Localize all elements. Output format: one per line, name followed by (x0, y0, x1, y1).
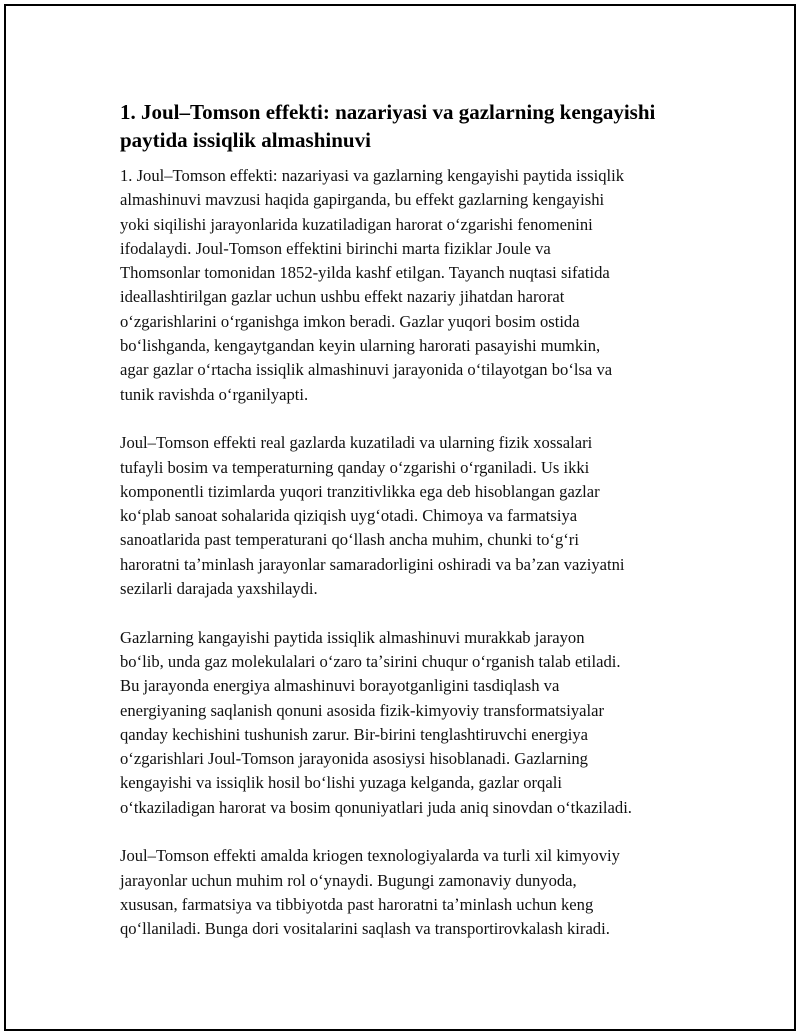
paragraph-4: Joul–Tomson effekti amalda kriogen texnologiyalarda va turli xil kimyoviy jarayonlar uchun muhim rol oʻynaydi. Bugungi zamonaviy dunyoda, xususan, farmatsiya va tibbiyotda past haroratni taʼminlash uchun keng qoʻllaniladi. Bunga dori vositalarini saqlash va transportirovkalash kiradi. (120, 846, 620, 939)
paragraph-2: Joul–Tomson effekti real gazlarda kuzatiladi va ularning fizik xossalari tufayli bosim va temperaturning qanday oʻzgarishi oʻrganiladi. Us ikki komponentli tizimlarda yuqori tranzitivlikka ega deb hisoblangan gazlar koʻplab sanoat sohalarida qiziqish uygʻotadi. Chimoya va farmatsiya sanoatlarida past temperaturani qoʻllash ancha muhim, chunki toʻgʻri haroratni taʼminlash jarayonlar samaradorligini oshiradi va baʼzan vaziyatni sezilarli darajada yaxshilaydi. (120, 433, 625, 599)
paragraph-1: 1. Joul–Tomson effekti: nazariyasi va gazlarning kengayishi paytida issiqlik almashinuvi mavzusi haqida gapirganda, bu effekt gazlarning kengayishi yoki siqilishi jarayonlarida kuzatiladigan harorat oʻzgarishi fenomenini ifodalaydi. Joul-Tomson effektini birinchi marta fiziklar Joule va Thomsonlar tomonidan 1852-yilda kashf etilgan. Tayanch nuqtasi sifatida ideallashtirilgan gazlar uchun ushbu effekt nazariy jihatdan harorat oʻzgarishlarini oʻrganishga imkon beradi. Gazlar yuqori bosim ostida boʻlishganda, kengaytgandan keyin ularning harorati pasayishi mumkin, agar gazlar oʻrtacha issiqlik almashinuvi jarayonida oʻtilayotgan boʻlsa va tunik ravishda oʻrganilyapti. (120, 166, 625, 404)
document-body (120, 98, 700, 966)
paragraph-3: Gazlarning kangayishi paytida issiqlik almashinuvi murakkab jarayon boʻlib, unda gaz molekulalari oʻzaro taʼsirini chuqur oʻrganish talab etiladi. Bu jarayonda energiya almashinuvi borayotganligini tasdiqlash va energiyaning saqlanish qonuni asosida fizik-kimyoviy transformatsiyalar qanday kechishini tushunish zarur. Bir-birini tenglashtiruvchi energiya oʻzgarishlari Joul-Tomson jarayonida asosiysi hisoblanadi. Gazlarning kengayishi va issiqlik hosil boʻlishi yuzaga kelganda, gazlar orqali oʻtkaziladigan harorat va bosim qonuniyatlari juda aniq sinovdan oʻtkaziladi. (120, 627, 632, 817)
section-heading: 1. Joul–Tomson effekti: nazariyasi va gazlarning kengayishi paytida issiqlik almashinuvi (120, 100, 656, 152)
page-frame (4, 4, 796, 1031)
